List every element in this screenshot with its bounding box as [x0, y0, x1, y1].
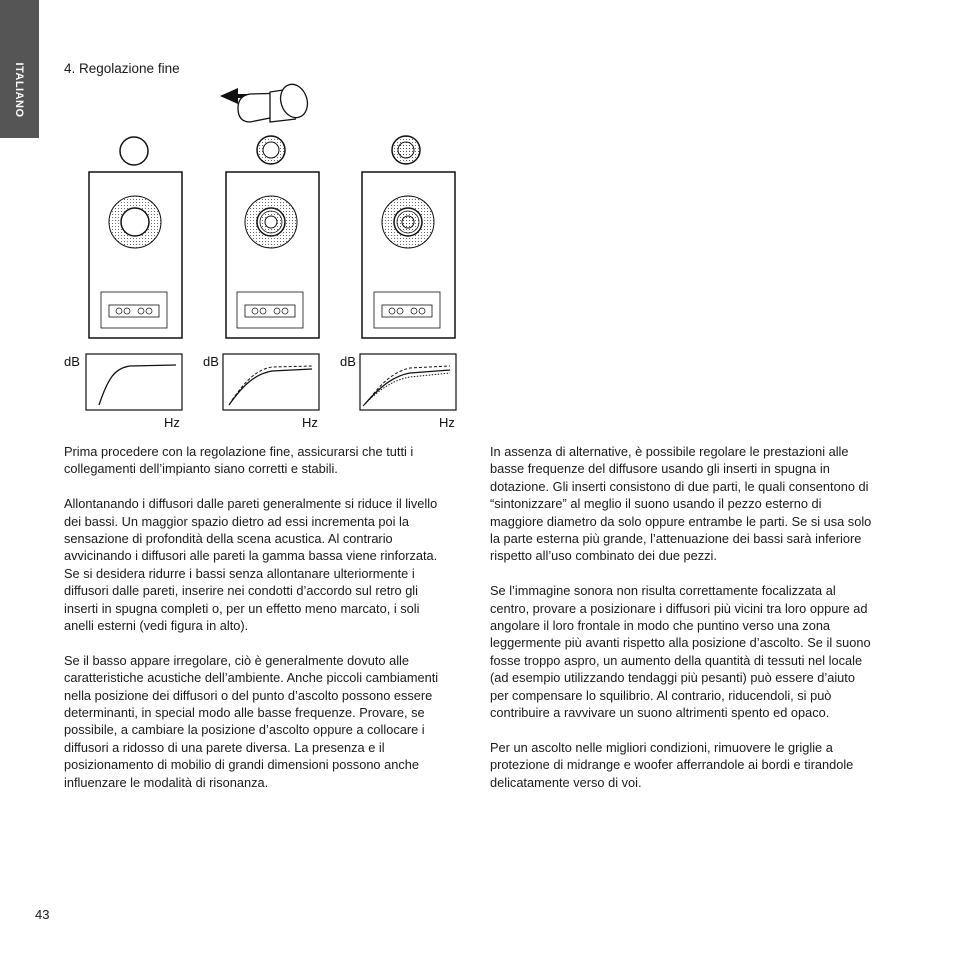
port-insert-options	[120, 136, 420, 165]
db-label: dB	[203, 354, 219, 369]
right-text-column	[490, 443, 873, 808]
hz-label: Hz	[439, 415, 455, 430]
foam-insert-illustration	[220, 81, 312, 122]
db-label: dB	[340, 354, 356, 369]
ring-insert-icon	[257, 136, 285, 164]
left-text-column	[64, 443, 447, 808]
paragraph: Prima procedere con la regolazione fine, assicurarsi che tutti i collegamenti dell’impianto siano corretti e stabili.	[64, 444, 414, 477]
language-tab	[0, 0, 39, 138]
language-label: ITALIANO	[13, 62, 25, 118]
page-number: 43	[35, 907, 50, 922]
empty-port-icon	[120, 137, 148, 165]
port-insert-figure	[60, 80, 480, 430]
paragraph: Per un ascolto nelle migliori condizioni, rimuovere le griglie a protezione di midrange e woofer afferrandole ai bordi e tirandole delicatamente verso di voi.	[490, 739, 854, 790]
paragraph: In assenza di alternative, è possibile regolare le prestazioni alle basse frequenze del diffusore usando gli inserti in spugna in dotazione. Gli inserti consistono di due parti, le quali consentono di “sintonizzare” al meglio il suono usando il pezzo esterno di maggiore diametro da solo oppure entrambe le parti. Se si usa solo la parte esterna più grande, l’attenuazione dei bassi sarà inferiore rispetto all’uso combinato dei due pezzi.	[490, 444, 872, 564]
hz-label: Hz	[302, 415, 318, 430]
response-graph-1	[64, 354, 182, 430]
section-heading: 4. Regolazione fine	[64, 61, 180, 76]
speaker-no-insert	[89, 172, 182, 338]
db-label: dB	[64, 354, 80, 369]
paragraph: Se il basso appare irregolare, ciò è generalmente dovuto alle caratteristiche acustiche dell’ambiente. Anche piccoli cambiamenti nella posizione dei diffusori o del punto d’ascolto possono essere determinanti, in special modo alle basse frequenze. Provare, se possibile, a cambiare la posizione d’ascolto oppure a collocare i diffusori a ridosso di una parete diversa. La presenza e il posizionamento di mobilio di grandi dimensioni possono anche influenzare le modalità di risonanza.	[64, 652, 439, 790]
response-graph-3	[340, 354, 456, 430]
hz-label: Hz	[164, 415, 180, 430]
paragraph: Se l’immagine sonora non risulta correttamente focalizzata al centro, provare a posizionare i diffusori più vicini tra loro oppure ad angolare il loro frontale in modo che puntino verso una zona leggermente più avanti rispetto alla posizione d’ascolto. Se il suono fosse troppo aspro, un aumento della quantità di tessuti nel locale (ad esempio utilizzando tendaggi più pesanti) può essere d’aiuto per compensare lo squilibrio. Al contrario, riducendoli, si può contribuire a ravvivare un suono altrimenti spento ed opaco.	[490, 583, 871, 721]
paragraph: Allontanando i diffusori dalle pareti generalmente si riduce il livello dei bassi. Un maggior spazio dietro ad essi incrementa poi la sensazione di profondità della scena acustica. Al contrario avvicinando i diffusori alle pareti la gamma bassa viene rinforzata. Se si desidera ridurre i bassi senza allontanare ulteriormente i diffusori dalle pareti, inserire nei condotti d’accordo sul retro gli inserti in spugna completi o, per un effetto meno marcato, i soli anelli esterni (vedi figura in alto).	[64, 496, 438, 634]
speaker-full-insert	[362, 172, 455, 338]
speaker-ring-insert	[226, 172, 319, 338]
full-insert-icon	[392, 136, 420, 164]
response-graph-2	[203, 354, 319, 430]
